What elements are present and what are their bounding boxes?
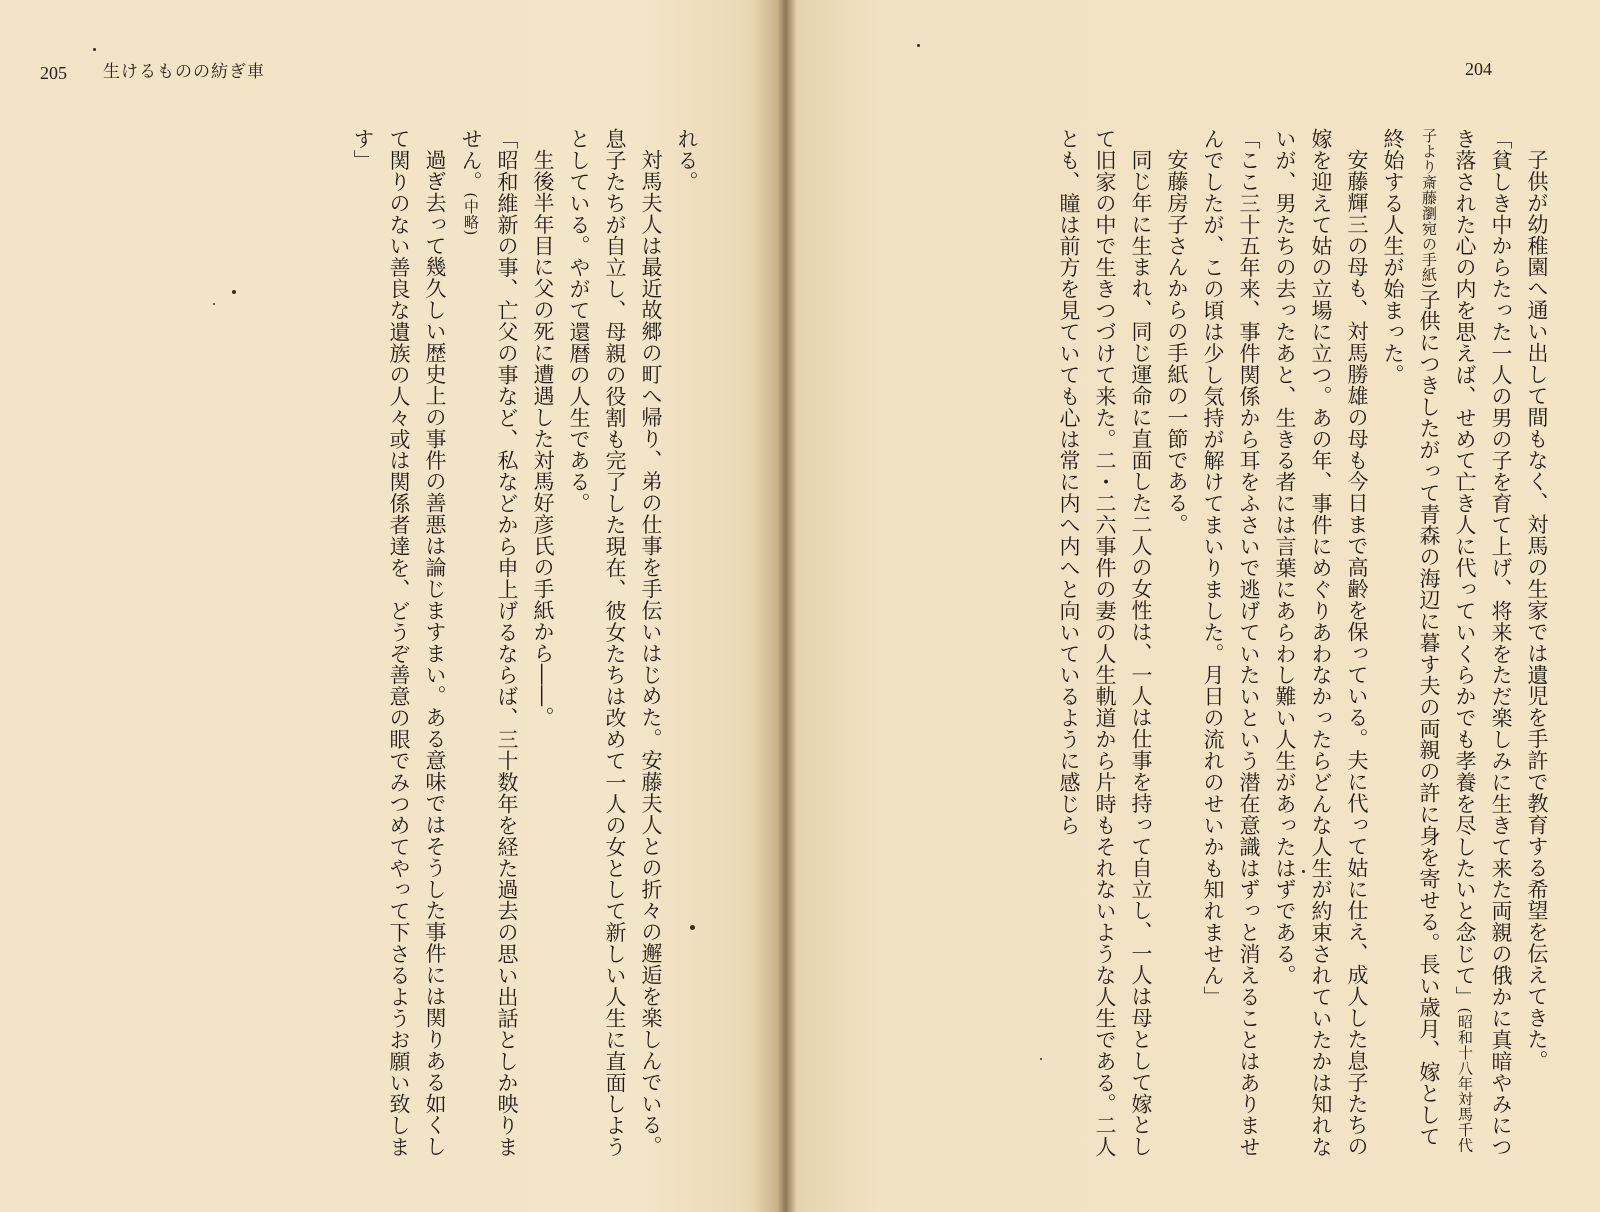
inline-note: (中略) xyxy=(462,192,480,236)
paragraph: 同じ年に生まれ、同じ運命に直面した二人の女性は、一人は仕事を持って自立し、一人は母として嫁として旧家の中で生きつづけて来た。二・二六事件の妻の人生軌道から片時もそれないような人生である。二人とも、瞳は前方を見ていても心は常に内へ内へと向いているように感じら xyxy=(1057,128,1153,1158)
page-number: 204 xyxy=(1465,59,1492,79)
body-text xyxy=(310,128,705,1158)
paragraph: れる。 xyxy=(675,128,699,193)
paragraph xyxy=(1375,128,1519,1158)
paragraph: 生後半年目に父の死に遭遇した対馬好彦氏の手紙から――。 xyxy=(531,149,555,729)
running-head: 生けるものの紡ぎ車 xyxy=(103,62,265,82)
paragraph: 安藤輝三の母も、対馬勝雄の母も今日まで高齢を保っている。夫に代って姑に仕え、成人した息子たちの嫁を迎えて姑の立場に立つ。あの年、事件にめぐりあわなかったらどんな人生が約束されていたかは知れないが、男たちの去ったあと、生きる者には言葉にあらわし難い人生があったはずである。 xyxy=(1273,128,1369,1158)
paragraph: 子供が幼稚園へ通い出して間もなく、対馬の生家では遺児を手許で教育する希望を伝えてきた。 xyxy=(1525,149,1549,1072)
paragraph: 安藤房子さんからの手紙の一節である。 xyxy=(1165,149,1189,536)
paper-speck xyxy=(917,44,920,47)
paragraph: 対馬夫人は最近故郷の町へ帰り、弟の仕事を手伝いはじめた。安藤夫人との折々の邂逅を楽しんでいる。息子たちが自立し、母親の役割も完了した現在、彼女たちは改めて一人の女として新しい人生に直面しようとしている。やがて還暦の人生である。 xyxy=(567,128,663,1158)
left-page xyxy=(0,0,784,1212)
paragraph xyxy=(453,128,525,1158)
paragraph-continuation: 子供につきしたがって青森の海辺に暮す夫の両親の許に身を寄せる。長い歳月、嫁として終始する人生が始まった。 xyxy=(1381,128,1441,1147)
paper-speck xyxy=(232,290,236,294)
page-number: 205 xyxy=(40,63,67,83)
paper-speck xyxy=(1302,870,1305,873)
right-page xyxy=(800,0,1600,1212)
body-text xyxy=(855,128,1555,1158)
paragraph-text: 「昭和維新の事、亡父の事など、私などから申上げるならば、三十数年を経た過去の思い出話としか映りません。 xyxy=(459,128,519,1158)
paper-speck xyxy=(213,303,215,305)
paragraph: 「ここ三十五年来、事件関係から耳をふさいで逃げていたいという潜在意識はずっと消えることはありませんでしたが、この頃は少し気持が解けてまいりました。月日の流れのせいかも知れません」 xyxy=(1201,128,1261,1158)
inline-note: (昭和十八年対馬千代子より斎藤瀏宛の手紙) xyxy=(1420,128,1474,1153)
paper-speck xyxy=(1040,1058,1042,1060)
paper-speck xyxy=(93,48,96,51)
paragraph-text: 「貧しき中からたった一人の男の子を育て上げ、将来をただ楽しみに生きて来た両親の俄かに真暗やみにつき落された心の内を思えば、せめて亡き人に代っていくらかでも孝養を尽したいと念じて」 xyxy=(1453,128,1513,1158)
paper-speck xyxy=(690,925,695,930)
paragraph: 過ぎ去って幾久しい歴史上の事件の善悪は論じますまい。ある意味ではそうした事件には関りある如くして関りのない善良な遺族の人々或は関係者達を、どうぞ善意の眼でみつめてやって下さるようお願い致します」 xyxy=(351,128,447,1158)
